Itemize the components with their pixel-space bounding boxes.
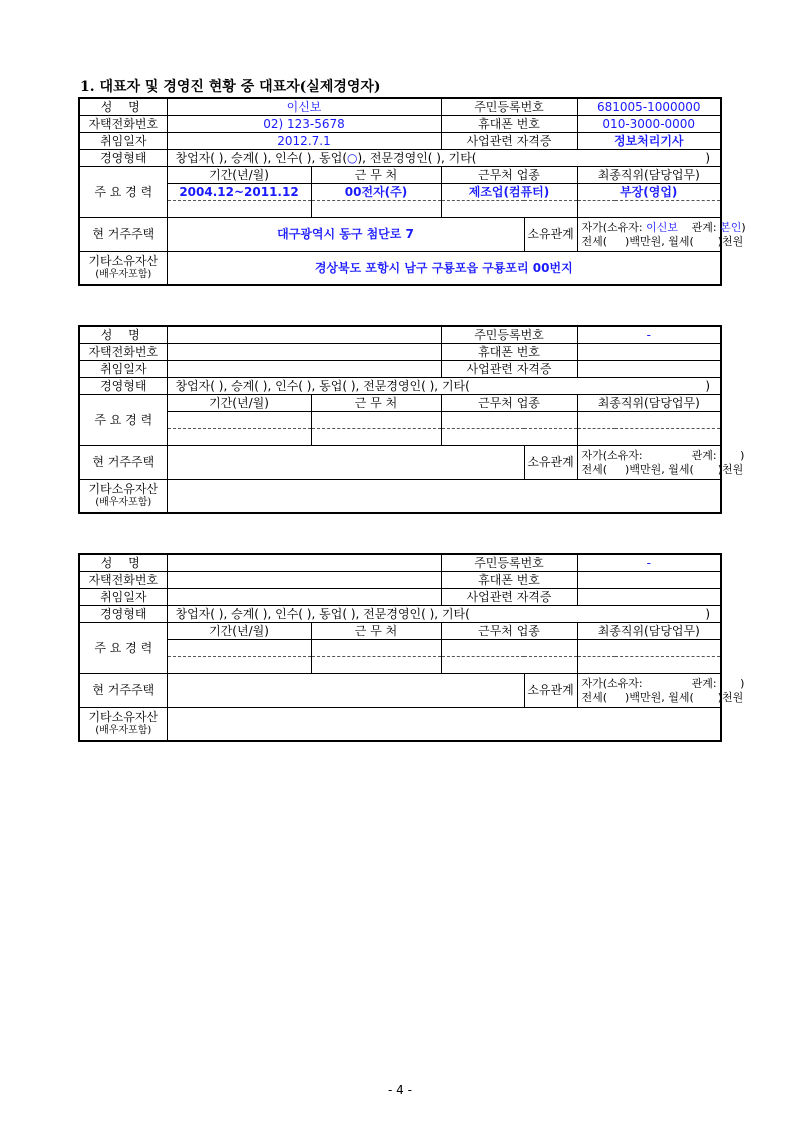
home-phone-field[interactable]: 02) 123-5678 [167,116,441,133]
industry-header: 근무처 업종 [441,395,577,412]
home-phone-field[interactable] [167,572,441,589]
section-title: 1. 대표자 및 경영진 현황 중 대표자(실제경영자) [80,79,381,95]
residence-label: 현 거주주택 [79,446,167,480]
name-label: 성 명 [79,326,167,344]
succession-option[interactable]: 승계( ), [231,606,272,621]
professional-option[interactable]: 전문경영인( ), [369,150,445,165]
lease-line[interactable] [581,462,744,477]
owner-relation: 본인 [720,220,742,234]
resident-no-label: 주민등록번호 [441,98,577,116]
position-header: 최종직위(담당업무) [577,167,721,184]
other-assets-label-main: 기타소유자산 [88,710,159,724]
career-workplace[interactable] [311,657,441,674]
monthly-unit: )천원 [717,690,744,704]
acquisition-option[interactable]: 인수( ), [275,606,316,621]
career-position[interactable]: 부장(영업) [577,184,721,201]
biz-type-options [167,150,721,167]
partnership-open: 동업( [319,150,348,165]
industry-header: 근무처 업종 [441,623,577,640]
other-assets-label-sub: (배우자포함) [95,497,152,508]
own-line[interactable] [581,448,745,463]
other-close: ) [705,378,710,393]
other-assets-label [79,252,167,286]
mobile-field[interactable] [577,572,721,589]
period-header: 기간(년/월) [167,395,311,412]
career-label: 주 요 경 력 [79,167,167,218]
residence-label: 현 거주주택 [79,218,167,252]
workplace-header: 근 무 처 [311,167,441,184]
inauguration-field[interactable]: 2012.7.1 [167,133,441,150]
ownership-field [577,218,746,252]
career-industry[interactable] [441,201,577,218]
name-label: 성 명 [79,98,167,116]
resident-no-label: 주민등록번호 [441,326,577,344]
name-field[interactable] [167,326,441,344]
career-industry[interactable] [441,640,577,657]
license-label: 사업관련 자격증 [441,361,577,378]
ownership-label: 소유관계 [524,446,577,480]
inauguration-label: 취임일자 [79,133,167,150]
career-period[interactable] [167,201,311,218]
executive-form-1 [78,97,746,286]
resident-no-label: 주민등록번호 [441,554,577,572]
founder-option[interactable]: 창업자( ), [175,150,228,165]
industry-header: 근무처 업종 [441,167,577,184]
lease-line[interactable] [581,690,744,705]
lease-unit: )백만원, [625,234,665,248]
career-position[interactable] [577,640,721,657]
other-option[interactable]: 기타( [441,606,470,621]
position-header: 최종직위(담당업무) [577,395,721,412]
license-label: 사업관련 자격증 [441,589,577,606]
career-workplace[interactable] [311,412,441,429]
lease-unit: )백만원, [625,462,665,476]
partnership-close: ), [357,150,366,165]
other-assets-label-sub: (배우자포함) [95,269,152,280]
other-assets-field[interactable]: 경상북도 포항시 남구 구룡포읍 구룡포리 00번지 [167,252,721,286]
ownership-label: 소유관계 [524,674,577,708]
license-field[interactable] [577,589,721,606]
license-field[interactable] [577,361,721,378]
page-number: - 4 - [388,1083,412,1097]
own-close: ) [741,220,746,234]
own-prefix: 자가(소유자: [581,220,643,234]
license-field[interactable]: 정보처리기사 [577,133,721,150]
mobile-field[interactable] [577,344,721,361]
relation-label: 관계: [691,676,717,690]
own-line[interactable] [581,676,745,691]
partnership-mark: ○ [347,150,358,165]
other-assets-label-sub: (배우자포함) [95,725,152,736]
mobile-field[interactable]: 010-3000-0000 [577,116,721,133]
career-period[interactable] [167,429,311,446]
other-assets-label-main: 기타소유자산 [88,482,159,496]
career-workplace[interactable] [311,201,441,218]
owner-name: 이신보 [646,220,679,234]
career-label: 주 요 경 력 [79,623,167,674]
lease-line[interactable] [581,234,744,249]
monthly-label: 월세( [668,690,694,704]
home-phone-label: 자택전화번호 [79,572,167,589]
career-industry[interactable] [441,657,577,674]
partnership-open: 동업( [319,378,348,393]
mobile-label: 휴대폰 번호 [441,572,577,589]
biz-type-options [167,378,721,395]
acquisition-option[interactable]: 인수( ), [275,150,316,165]
own-close: ) [740,676,745,690]
partnership-option[interactable] [319,607,359,621]
career-industry[interactable] [441,429,577,446]
inauguration-field[interactable] [167,361,441,378]
other-close: ) [705,606,710,621]
acquisition-option[interactable]: 인수( ), [275,378,316,393]
lease-label: 전세( [581,234,608,248]
monthly-label: 월세( [668,462,694,476]
ownership-label: 소유관계 [524,218,577,252]
partnership-option[interactable] [319,151,366,165]
career-industry[interactable]: 제조업(컴퓨터) [441,184,577,201]
name-field[interactable] [167,554,441,572]
other-assets-label [79,708,167,742]
home-phone-field[interactable] [167,344,441,361]
relation-label: 관계: [691,220,717,234]
biz-type-label: 경영형태 [79,606,167,623]
biz-type-label: 경영형태 [79,378,167,395]
other-assets-label-main: 기타소유자산 [88,254,159,268]
succession-option[interactable]: 승계( ), [231,150,272,165]
period-header: 기간(년/월) [167,167,311,184]
home-phone-label: 자택전화번호 [79,116,167,133]
career-workplace[interactable]: 00전자(주) [311,184,441,201]
residence-field[interactable] [167,446,524,480]
career-workplace[interactable] [311,429,441,446]
name-label: 성 명 [79,554,167,572]
other-assets-field[interactable] [167,480,721,514]
residence-label: 현 거주주택 [79,674,167,708]
other-assets-label [79,480,167,514]
other-option[interactable]: 기타( [448,150,477,165]
lease-label: 전세( [581,690,608,704]
career-position[interactable] [577,201,721,218]
other-option[interactable]: 기타( [441,378,470,393]
resident-no-field[interactable]: - [577,326,721,344]
own-close: ) [740,448,745,462]
career-workplace[interactable] [311,640,441,657]
professional-option[interactable]: 전문경영인( ), [363,378,439,393]
mobile-label: 휴대폰 번호 [441,116,577,133]
career-period[interactable]: 2004.12~2011.12 [167,184,311,201]
inauguration-field[interactable] [167,589,441,606]
residence-field[interactable]: 대구광역시 동구 첨단로 7 [167,218,524,252]
career-position[interactable] [577,412,721,429]
name-field[interactable]: 이신보 [167,98,441,116]
founder-option[interactable]: 창업자( ), [175,606,228,621]
residence-field[interactable] [167,674,524,708]
other-assets-field[interactable] [167,708,721,742]
biz-type-options [167,606,721,623]
own-line[interactable] [581,220,746,235]
period-header: 기간(년/월) [167,623,311,640]
workplace-header: 근 무 처 [311,623,441,640]
other-close: ) [705,150,710,165]
executive-form-2 [78,325,745,514]
partnership-close: ), [350,606,360,621]
own-prefix: 자가(소유자: [581,676,643,690]
professional-option[interactable]: 전문경영인( ), [363,606,439,621]
ownership-field [577,674,745,708]
monthly-unit: )천원 [717,462,744,476]
lease-unit: )백만원, [625,690,665,704]
lease-label: 전세( [581,462,608,476]
inauguration-label: 취임일자 [79,361,167,378]
career-industry[interactable] [441,412,577,429]
biz-type-label: 경영형태 [79,150,167,167]
mobile-label: 휴대폰 번호 [441,344,577,361]
career-position[interactable] [577,657,721,674]
executive-form-3 [78,553,745,742]
resident-no-field[interactable]: 681005-1000000 [577,98,721,116]
monthly-unit: )천원 [717,234,744,248]
resident-no-field[interactable]: - [577,554,721,572]
career-period[interactable] [167,657,311,674]
relation-label: 관계: [691,448,717,462]
career-period[interactable] [167,412,311,429]
founder-option[interactable]: 창업자( ), [175,378,228,393]
monthly-label: 월세( [668,234,694,248]
partnership-open: 동업( [319,606,348,621]
inauguration-label: 취임일자 [79,589,167,606]
license-label: 사업관련 자격증 [441,133,577,150]
own-prefix: 자가(소유자: [581,448,643,462]
partnership-close: ), [350,378,360,393]
home-phone-label: 자택전화번호 [79,344,167,361]
succession-option[interactable]: 승계( ), [231,378,272,393]
career-period[interactable] [167,640,311,657]
career-position[interactable] [577,429,721,446]
workplace-header: 근 무 처 [311,395,441,412]
ownership-field [577,446,745,480]
partnership-option[interactable] [319,379,359,393]
position-header: 최종직위(담당업무) [577,623,721,640]
career-label: 주 요 경 력 [79,395,167,446]
